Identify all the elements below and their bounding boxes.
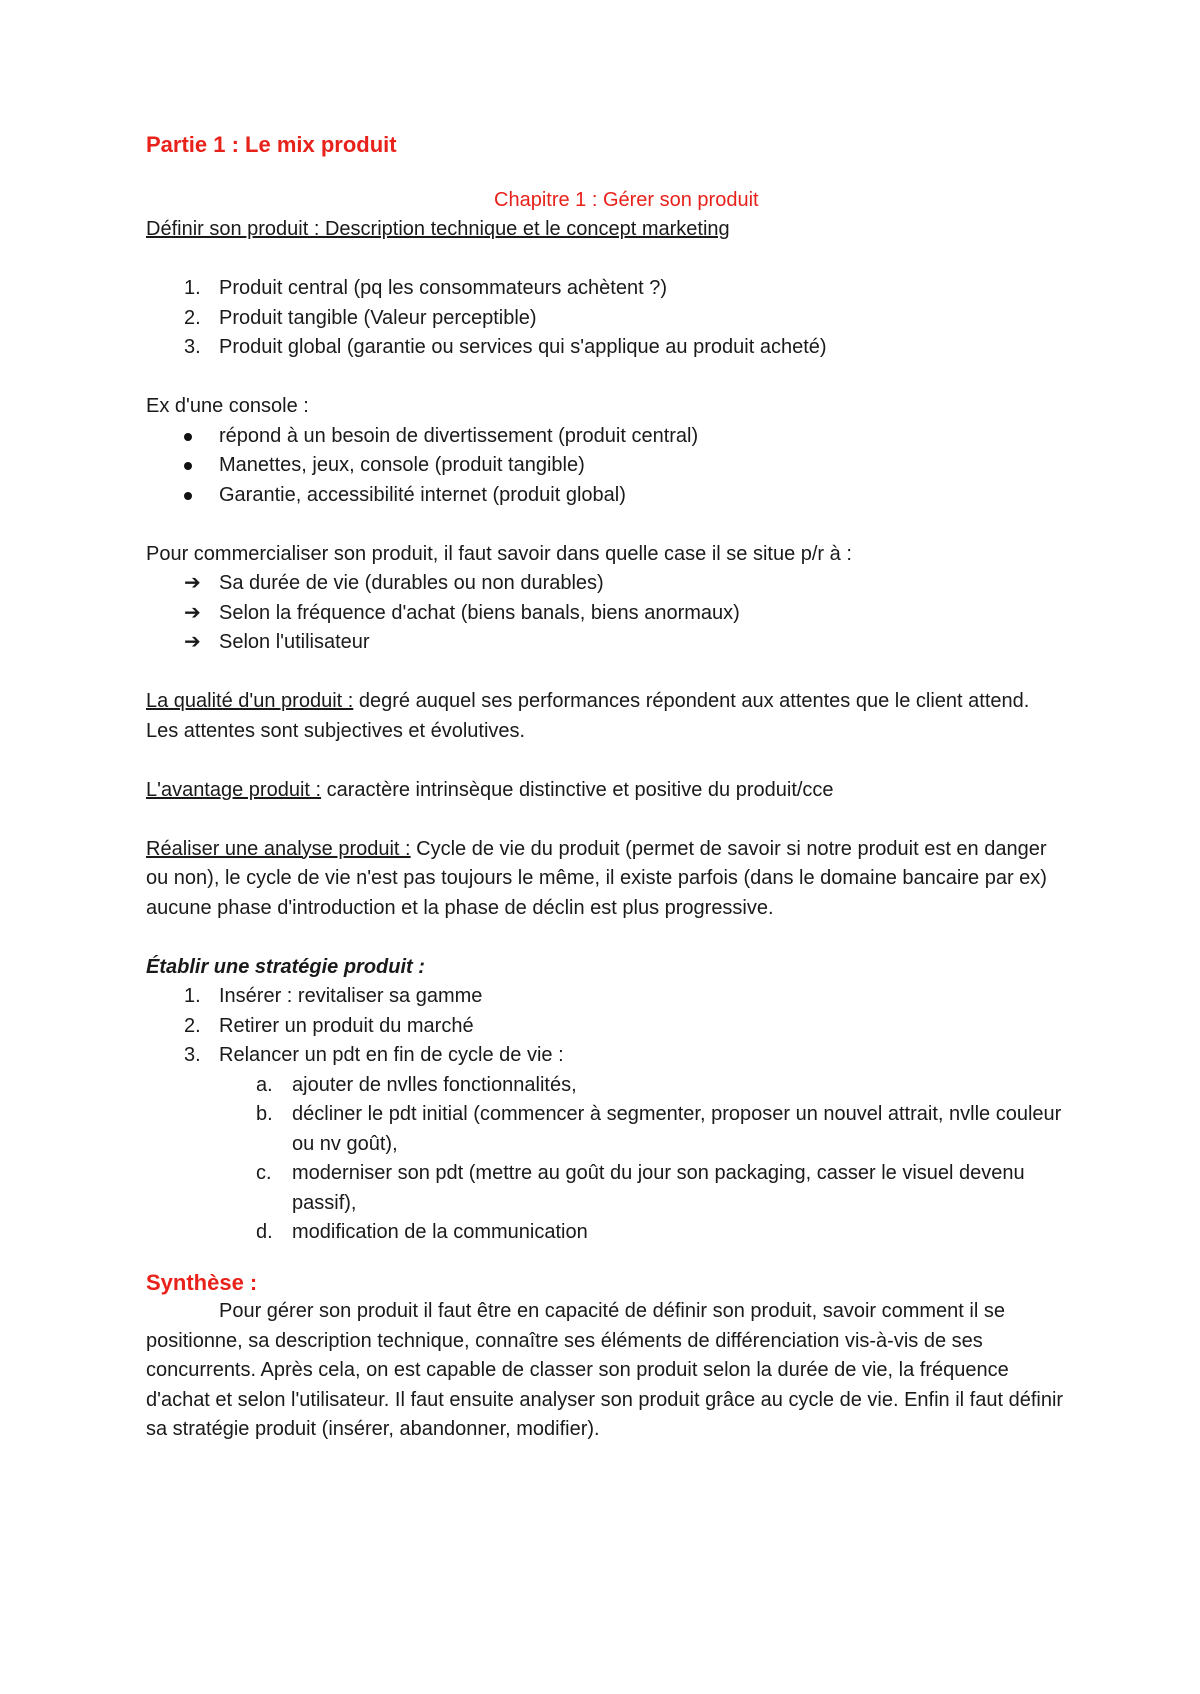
product-levels-list xyxy=(146,274,1066,363)
bullet-icon xyxy=(184,492,192,500)
sublist-item: b. décliner le pdt initial (commencer à segmenter, proposer un nouvel attrait, nvlle couleur ou nv goût), xyxy=(146,1100,1066,1159)
arrow-icon: ➔ xyxy=(184,572,201,594)
commercialise-arrow-list xyxy=(146,569,1066,658)
advantage-paragraph xyxy=(146,776,1066,806)
list-item: 1. Produit central (pq les consommateurs achètent ?) xyxy=(146,274,1066,304)
commercialise-intro: Pour commercialiser son produit, il faut savoir dans quelle case il se situe p/r à : xyxy=(146,542,852,565)
list-letter: a. xyxy=(256,1073,273,1096)
sublist-item: d. modification de la communication xyxy=(146,1218,1066,1248)
console-intro: Ex d'une console : xyxy=(146,395,309,417)
list-item: répond à un besoin de divertissement (produit central) xyxy=(146,422,1066,452)
list-letter: c. xyxy=(256,1162,272,1184)
analysis-text: Cycle de vie du produit (permet de savoir si notre produit est en danger ou non), le cycle de vie n'est pas toujours le même, il existe parfois (dans le domaine bancaire par ex) aucune phase d'introduction et la phase de déclin est plus progressive. xyxy=(146,837,1047,919)
list-item: Manettes, jeux, console (produit tangible) xyxy=(146,451,1066,481)
list-number: 2. xyxy=(184,306,201,329)
list-number: 2. xyxy=(184,1014,201,1037)
list-item: 3. Relancer un pdt en fin de cycle de vie : xyxy=(146,1041,1066,1071)
arrow-icon: ➔ xyxy=(184,631,201,653)
define-heading: Définir son produit : Description technique et le concept marketing xyxy=(146,218,730,240)
relaunch-sublist xyxy=(146,1071,1066,1248)
list-letter: b. xyxy=(256,1103,273,1125)
chapter-title: Chapitre 1 : Gérer son produit xyxy=(494,188,759,211)
list-number: 3. xyxy=(184,336,201,358)
advantage-label: L'avantage produit : xyxy=(146,778,322,801)
synthese-paragraph: Pour gérer son produit il faut être en capacité de définir son produit, savoir comment il se positionne, sa description technique, connaître ses éléments de différenciation vis-à-vis de ses concurrents. Après cela, on est capable de classer son produit selon la durée de vie, la fréquence d'achat et selon l'utilisateur. Il faut ensuite analyser son produit grâce au cycle de vie. Enfin il faut définir sa stratégie produit (insérer, abandonner, modifier). xyxy=(146,1300,1064,1440)
list-number: 1. xyxy=(184,277,201,299)
analysis-paragraph xyxy=(146,835,1066,924)
bullet-icon xyxy=(184,462,192,470)
quality-text: degré auquel ses performances répondent aux attentes que le client attend. Les attentes sont subjectives et évolutives. xyxy=(146,690,1030,742)
list-item: 3. Produit global (garantie ou services qui s'applique au produit acheté) xyxy=(146,333,1066,363)
analysis-label: Réaliser une analyse produit : xyxy=(146,837,411,860)
part-title: Partie 1 : Le mix produit xyxy=(146,132,397,157)
list-item: 2. Retirer un produit du marché xyxy=(146,1012,1066,1042)
list-item: 1. Insérer : revitaliser sa gamme xyxy=(146,982,1066,1012)
list-number: 1. xyxy=(184,985,201,1007)
list-number: 3. xyxy=(184,1044,201,1066)
strategy-heading: Établir une stratégie produit : xyxy=(146,955,425,978)
list-item: ➔ Sa durée de vie (durables ou non durables) xyxy=(146,569,1066,599)
synthese-heading: Synthèse : xyxy=(146,1269,258,1295)
quality-paragraph xyxy=(146,687,1066,746)
advantage-text: caractère intrinsèque distinctive et positive du produit/cce xyxy=(321,778,834,801)
list-letter: d. xyxy=(256,1221,273,1243)
list-item: Garantie, accessibilité internet (produit global) xyxy=(146,481,1066,511)
console-bullet-list xyxy=(146,422,1066,511)
strategy-list xyxy=(146,982,1066,1248)
bullet-icon xyxy=(184,433,192,441)
document-page xyxy=(146,130,1066,1445)
quality-label: La qualité d'un produit : xyxy=(146,690,354,712)
list-item: 2. Produit tangible (Valeur perceptible) xyxy=(146,304,1066,334)
sublist-item: c. moderniser son pdt (mettre au goût du jour son packaging, casser le visuel devenu passif), xyxy=(146,1159,1066,1218)
list-item: ➔ Selon la fréquence d'achat (biens banals, biens anormaux) xyxy=(146,599,1066,629)
sublist-item: a. ajouter de nvlles fonctionnalités, xyxy=(146,1071,1066,1101)
arrow-icon: ➔ xyxy=(184,601,201,624)
list-item: ➔ Selon l'utilisateur xyxy=(146,628,1066,658)
